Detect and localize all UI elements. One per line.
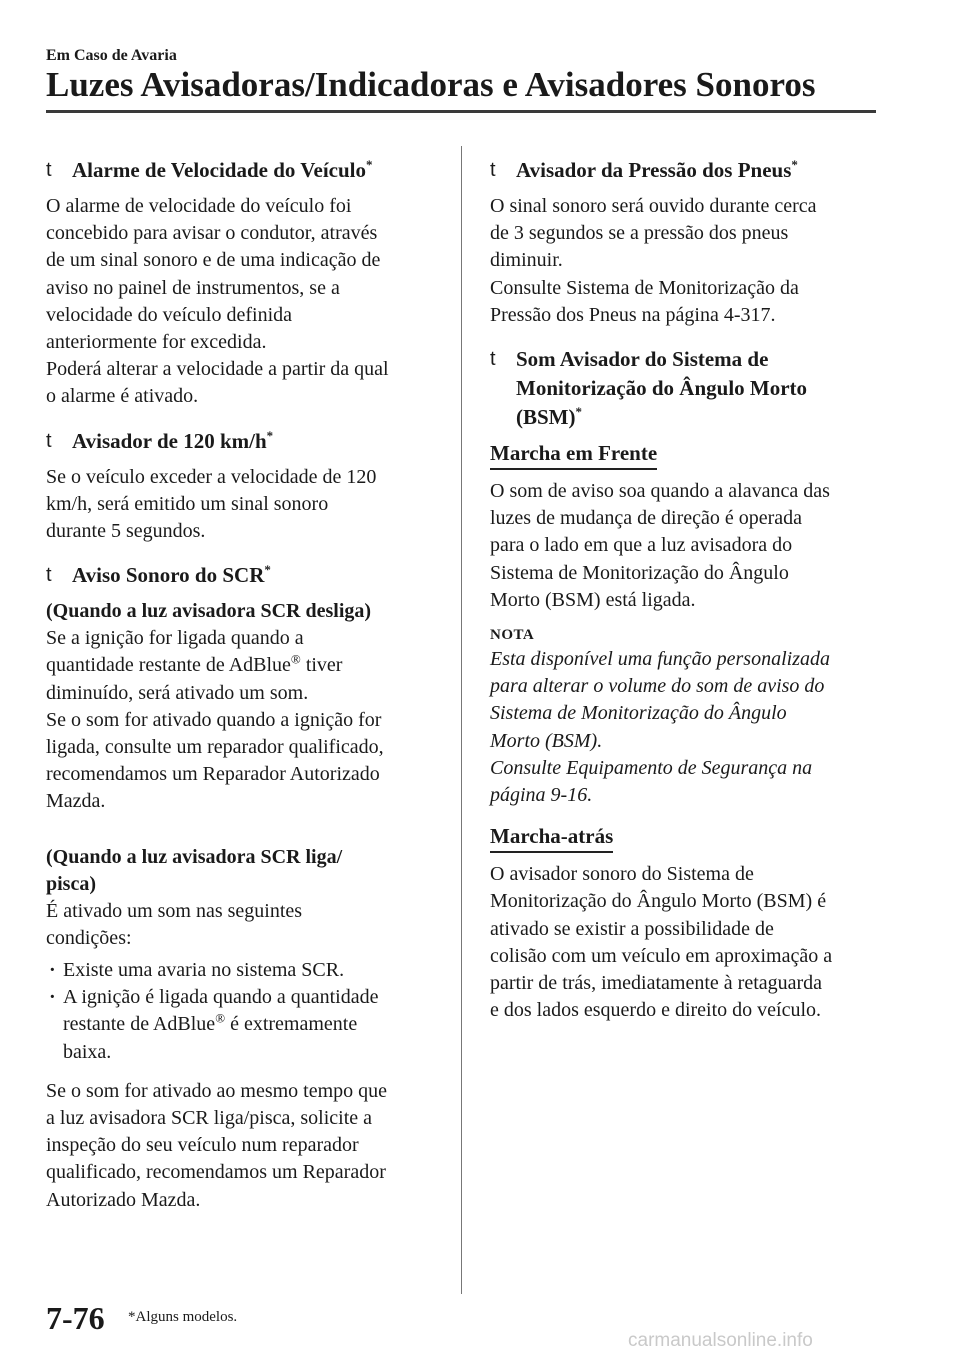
- section-bullet-icon: t: [46, 564, 52, 587]
- model-asterisk: *: [575, 404, 582, 420]
- model-asterisk: *: [366, 157, 373, 172]
- model-asterisk: *: [264, 562, 271, 578]
- body-text: O sinal sonoro será ouvido durante cerca de 3 segundos se a pressão dos pneus diminuir. Consulte Sistema de Monitorização da Pressão dos Pneus na página 4-317.: [490, 195, 817, 326]
- section-heading: [46, 561, 436, 590]
- section-bsm: [490, 345, 882, 1024]
- section-heading: [46, 427, 436, 456]
- condition-subheading: (Quando a luz avisadora SCR desliga): [46, 600, 372, 623]
- header-section-label: Em Caso de Avaria: [46, 47, 177, 64]
- heading-text: Avisador da Pressão dos Pneus: [516, 158, 792, 182]
- column-divider: [461, 146, 462, 1294]
- condition-subheading: (Quando a luz avisadora SCR liga/ pisca): [46, 845, 343, 895]
- list-item: · Existe uma avaria no sistema SCR.: [46, 957, 436, 984]
- sub-heading-forward: Marcha em Frente: [490, 440, 657, 470]
- page-number: 7-76: [46, 1300, 105, 1336]
- registered-mark: ®: [290, 651, 301, 667]
- model-asterisk: *: [791, 157, 798, 172]
- page-title: Luzes Avisadoras/Indicadoras e Avisadores Sonoros: [46, 65, 816, 104]
- section-heading: [46, 156, 436, 185]
- left-column: [46, 156, 436, 1230]
- body-text: Se o som for ativado ao mesmo tempo que a luz avisadora SCR liga/pisca, solicite a inspeção do seu veículo num reparador qualificado, recomendamos um Reparador Autorizado Mazda.: [46, 1079, 388, 1211]
- note-block: [490, 624, 882, 809]
- section-heading: t Som Avisador do Sistema de Monitorização do Ângulo Morto (BSM)*: [490, 347, 808, 430]
- header-rule: [46, 110, 876, 113]
- section-heading: [490, 156, 882, 185]
- section-bullet-icon: t: [490, 348, 496, 371]
- section-tire-pressure: [490, 156, 882, 329]
- section-bullet-icon: t: [490, 159, 496, 181]
- registered-mark: ®: [215, 1010, 226, 1026]
- watermark: carmanualsonline.info: [628, 1330, 813, 1351]
- body-text: Se o veículo exceder a velocidade de 120 km/h, será emitido um sinal sonoro durante 5 segundos.: [46, 465, 377, 543]
- section-bullet-icon: t: [46, 429, 52, 452]
- sub-heading-reverse: Marcha-atrás: [490, 823, 613, 853]
- body-text: Se a ignição for ligada quando a quantidade restante de AdBlue® tiver diminuído, será ativado um som. Se o som for ativado quando a ignição for ligada, consulte um reparador qualificado, recomendamos um Reparador Autorizado Mazda.: [46, 627, 384, 813]
- model-asterisk: *: [266, 427, 274, 443]
- section-bullet-icon: t: [46, 159, 52, 181]
- section-speed-alarm: [46, 156, 436, 411]
- body-text: É ativado um som nas seguintes condições:: [46, 899, 303, 949]
- body-text: O alarme de velocidade do veículo foi concebido para avisar o condutor, através de um sinal sonoro e de uma indicação de aviso no painel de instrumentos, se a velocidade do veículo definida anteriormente for excedida. Poderá alterar a velocidade a partir da qual o alarme é ativado.: [46, 195, 389, 408]
- right-column: [490, 156, 882, 1040]
- body-text: O avisador sonoro do Sistema de Monitorização do Ângulo Morto (BSM) é ativado se existir a possibilidade de colisão com um veículo em aproximação a partir de trás, imediatamente à retaguarda e dos lados esquerdo e direito do veículo.: [490, 863, 833, 1022]
- note-label: NOTA: [490, 627, 535, 644]
- body-text: O som de aviso soa quando a alavanca das luzes de mudança de direção é operada para o lado em que a luz avisadora do Sistema de Monitorização do Ângulo Morto (BSM) está ligada.: [490, 480, 830, 611]
- note-text: Esta disponível uma função personalizada para alterar o volume do som de aviso do Sistema de Monitorização do Ângulo Morto (BSM). Consulte Equipamento de Segurança na página 9-16.: [490, 648, 830, 807]
- condition-list: [46, 957, 436, 1066]
- list-item: · A ignição é ligada quando a quantidade restante de AdBlue® é extremamente baixa.: [46, 984, 436, 1066]
- heading-text: Alarme de Velocidade do Veículo: [72, 158, 367, 182]
- section-120kmh: [46, 427, 436, 546]
- heading-text: Avisador de 120 km/h: [72, 428, 267, 453]
- footnote: *Alguns modelos.: [128, 1309, 238, 1325]
- heading-text: Aviso Sonoro do SCR: [72, 563, 265, 588]
- section-scr: [46, 561, 436, 1214]
